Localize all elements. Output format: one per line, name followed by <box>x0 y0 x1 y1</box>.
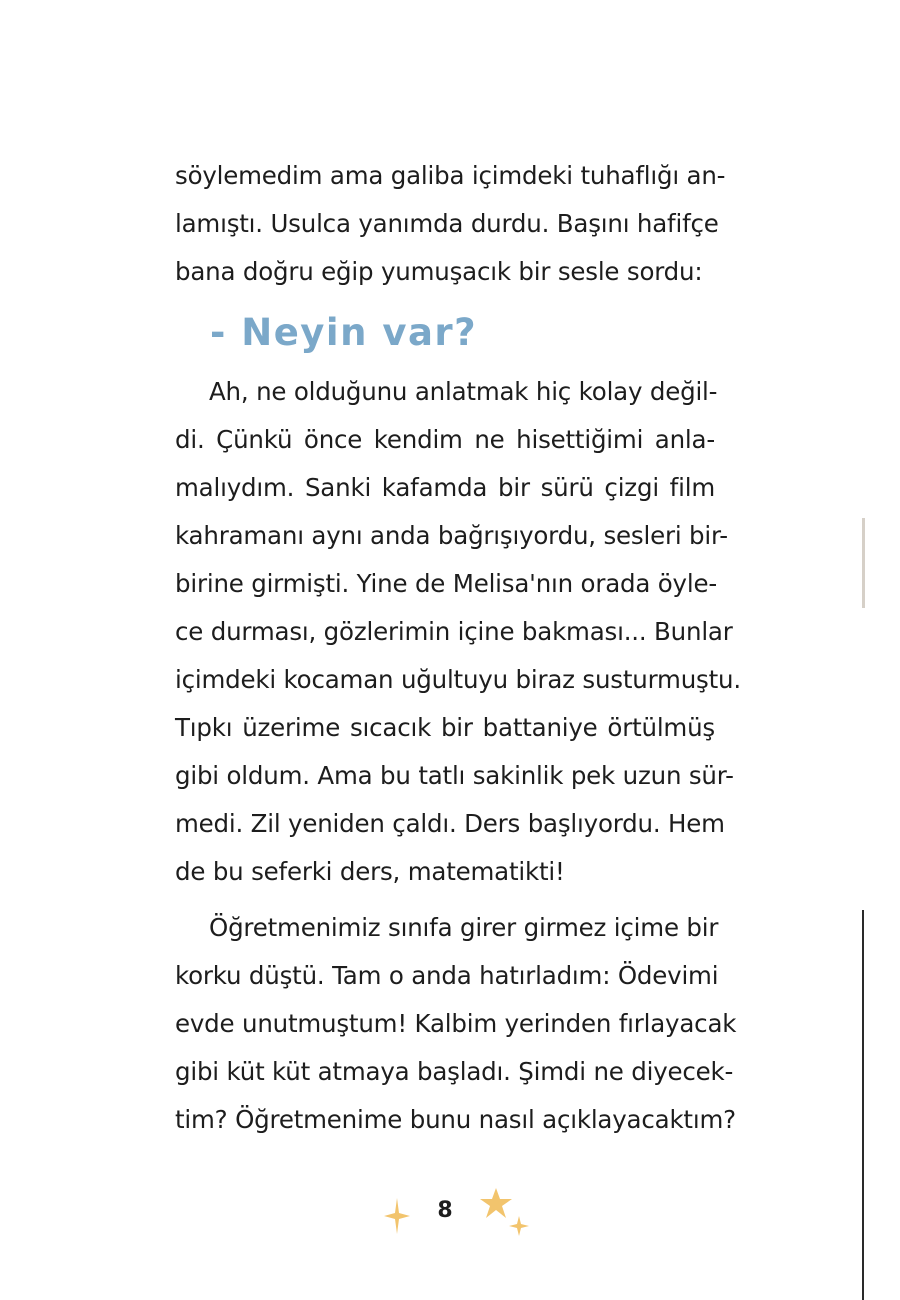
text-line: korku düştü. Tam o anda hatırladım: Ödevimi <box>175 961 719 990</box>
text-line: birine girmişti. Yine de Melisa'nın orada öyle- <box>175 569 717 598</box>
text-line: Tıpkı üzerime sıcacık bir battaniye örtülmüş <box>175 713 715 742</box>
text-line: di. Çünkü önce kendim ne hisettiğimi anla- <box>175 425 715 454</box>
page-number: 8 <box>437 1198 453 1223</box>
paragraph-3 <box>175 904 737 1144</box>
text-line: de bu seferki ders, matematikti! <box>175 857 565 886</box>
text-line: Ah, ne olduğunu anlatmak hiç kolay değil- <box>209 377 718 406</box>
text-line: gibi küt küt atmaya başladı. Şimdi ne diyecek- <box>175 1057 734 1086</box>
text-line: kahramanı aynı anda bağrışıyordu, sesleri bir- <box>175 521 728 550</box>
text-line: bana doğru eğip yumuşacık bir sesle sordu: <box>175 257 703 286</box>
text-line: tim? Öğretmenime bunu nasıl açıklayacaktım? <box>175 1105 736 1134</box>
text-line: malıydım. Sanki kafamda bir sürü çizgi film <box>175 473 715 502</box>
text-line: Öğretmenimiz sınıfa girer girmez içime bir <box>209 913 719 942</box>
text-line: lamıştı. Usulca yanımda durdu. Başını hafifçe <box>175 209 719 238</box>
sparkle-icon <box>382 1196 412 1236</box>
page-edge-mark <box>862 518 865 608</box>
page-edge-line <box>862 910 864 1300</box>
text-line: ce durması, gözlerimin içine bakması... Bunlar <box>175 617 733 646</box>
dialogue-line: - Neyin var? <box>210 311 478 354</box>
text-line: medi. Zil yeniden çaldı. Ders başlıyordu. Hem <box>175 809 725 838</box>
text-line: gibi oldum. Ama bu tatlı sakinlik pek uzun sür- <box>175 761 734 790</box>
text-line: evde unutmuştum! Kalbim yerinden fırlayacak <box>175 1009 737 1038</box>
paragraph-intro <box>175 152 726 296</box>
text-line: söylemedim ama galiba içimdeki tuhaflığı an- <box>175 161 726 190</box>
text-line: içimdeki kocaman uğultuyu biraz susturmuştu. <box>175 665 741 694</box>
stars-icon <box>476 1184 532 1240</box>
paragraph-2 <box>175 368 741 896</box>
